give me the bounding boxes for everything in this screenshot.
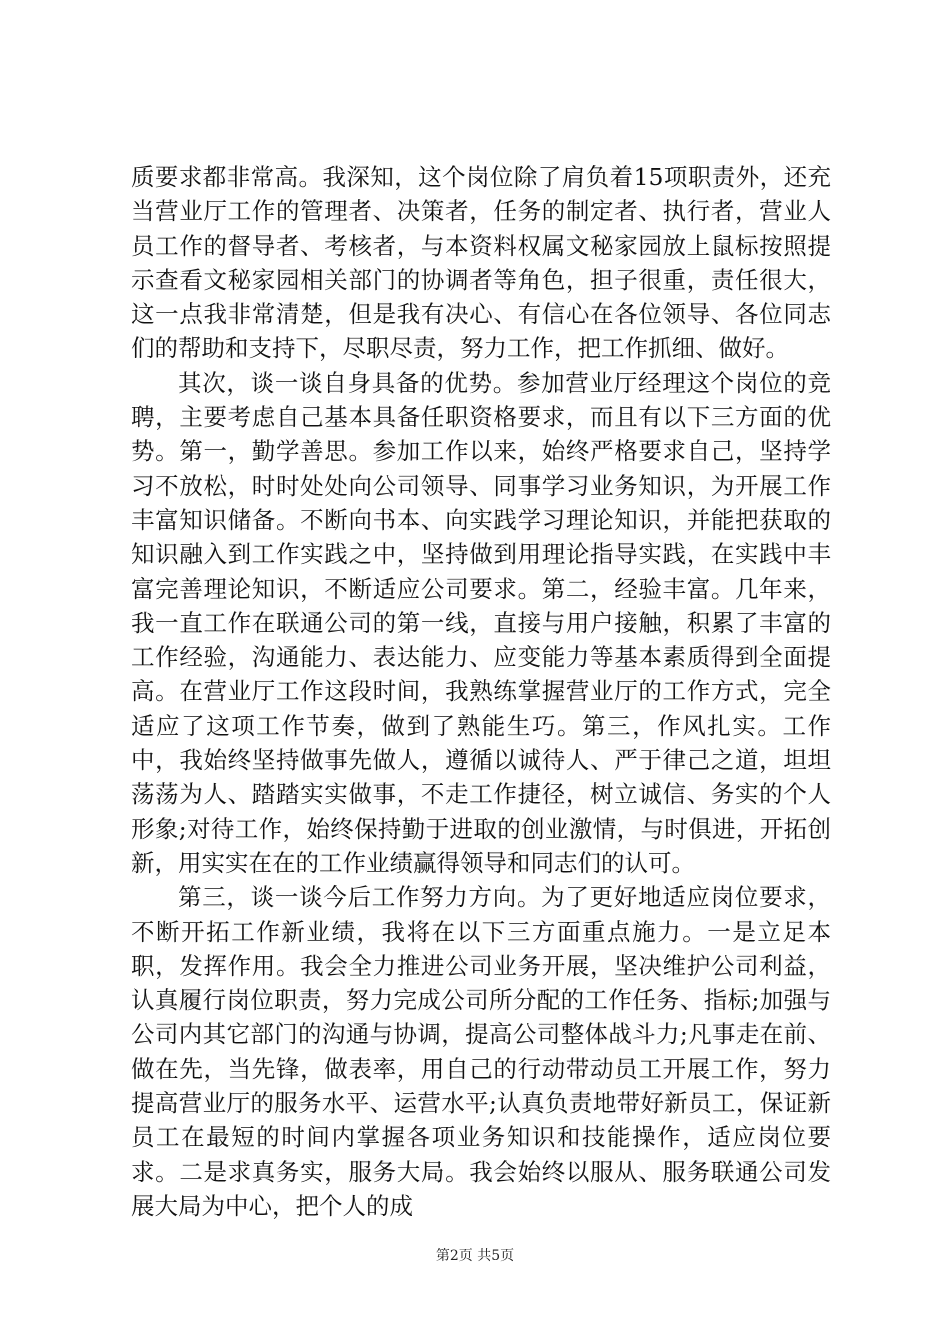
paragraph-continuation: 质要求都非常高。我深知，这个岗位除了肩负着15项职责外，还充当营业厅工作的管理者、决策者，任务的制定者、执行者，营业人员工作的督导者、考核者，与本资料权属文秘家园放上鼠标按照提示查看文秘家园相关部门的协调者等角色，担子很重，责任很大，这一点我非常清楚，但是我有决心、有信心在各位领导、各位同志们的帮助和支持下，尽职尽责，努力工作，把工作抓细、做好。 [131,163,831,363]
paragraph-future-direction: 第三，谈一谈今后工作努力方向。为了更好地适应岗位要求，不断开拓工作新业绩，我将在以下三方面重点施力。一是立足本职，发挥作用。我会全力推进公司业务开展，坚决维护公司利益，认真履行岗位职责，努力完成公司所分配的工作任务、指标;加强与公司内其它部门的沟通与协调，提高公司整体战斗力;凡事走在前、做在先，当先锋，做表率，用自己的行动带动员工开展工作，努力提高营业厅的服务水平、运营水平;认真负责地带好新员工，保证新员工在最短的时间内掌握各项业务知识和技能操作，适应岗位要求。二是求真务实，服务大局。我会始终以服从、服务联通公司发展大局为中心，把个人的成 [131,883,831,1220]
document-body [131,160,831,1223]
paragraph-advantages: 其次，谈一谈自身具备的优势。参加营业厅经理这个岗位的竞聘，主要考虑自己基本具备任职资格要求，而且有以下三方面的优势。第一，勤学善思。参加工作以来，始终严格要求自己，坚持学习不放松，时时处处向公司领导、同事学习业务知识，为开展工作丰富知识储备。不断向书本、向实践学习理论知识，并能把获取的知识融入到工作实践之中，坚持做到用理论指导实践，在实践中丰富完善理论知识，不断适应公司要求。第二，经验丰富。几年来，我一直工作在联通公司的第一线，直接与用户接触，积累了丰富的工作经验，沟通能力、表达能力、应变能力等基本素质得到全面提高。在营业厅工作这段时间，我熟练掌握营业厅的工作方式，完全适应了这项工作节奏，做到了熟能生巧。第三，作风扎实。工作中，我始终坚持做事先做人，遵循以诚待人、严于律己之道，坦坦荡荡为人、踏踏实实做事，不走工作捷径，树立诚信、务实的个人形象;对待工作，始终保持勤于进取的创业激情，与时俱进，开拓创新，用实实在在的工作业绩赢得领导和同志们的认可。 [131,368,831,877]
page-footer: 第2页 共5页 [435,1248,515,1264]
